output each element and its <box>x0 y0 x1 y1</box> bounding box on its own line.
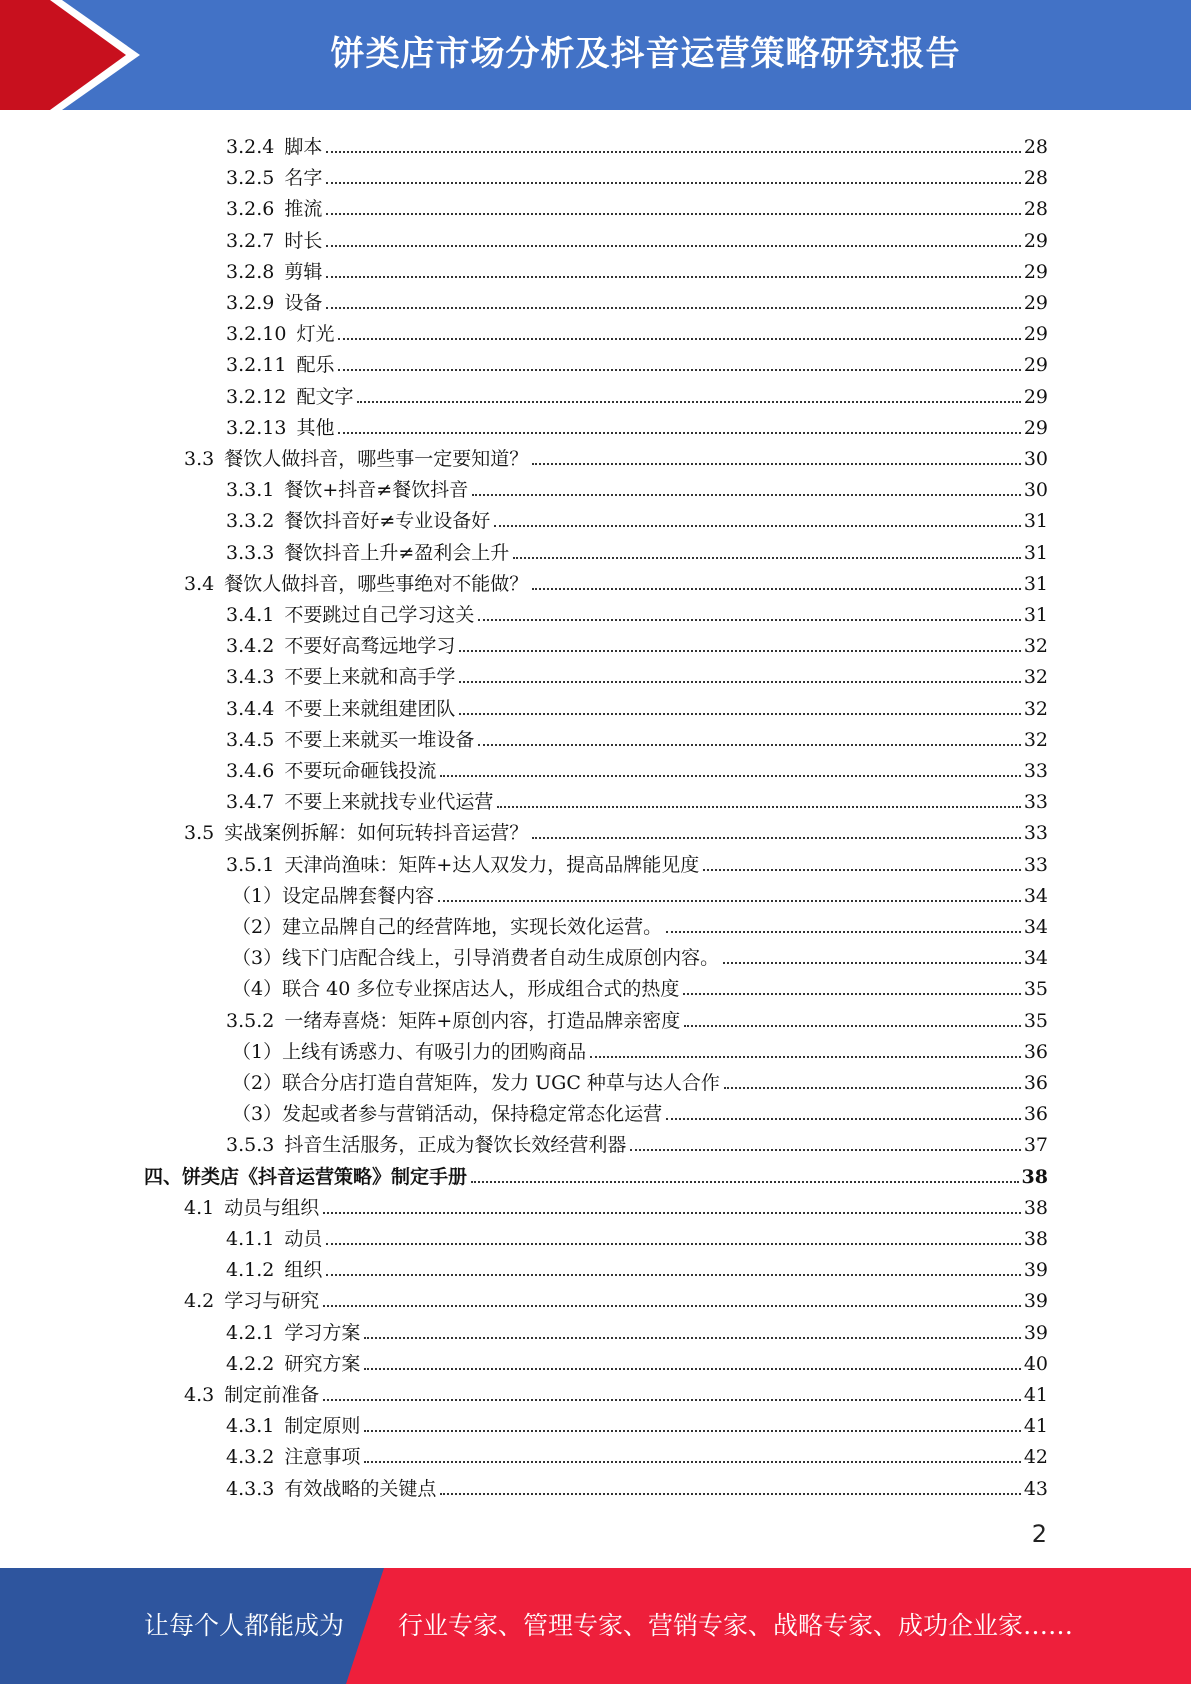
toc-entry[interactable] <box>226 345 1048 376</box>
toc-entry-number: 4.2.1 <box>226 1321 275 1344</box>
toc-entry-number: 3.4.3 <box>226 666 275 689</box>
toc-entry-number: 3.5.1 <box>226 853 275 876</box>
toc-entry[interactable] <box>232 1063 1048 1094</box>
toc-entry-title: 灯光 <box>296 323 335 346</box>
toc-entry-number: 3.4.7 <box>226 791 275 814</box>
toc-entry-title: 动员与组织 <box>224 1196 320 1219</box>
toc-entry-page: 34 <box>1023 884 1048 907</box>
toc-entry[interactable] <box>226 1406 1048 1437</box>
toc-entry-page: 29 <box>1023 323 1048 346</box>
footer-slogan-right: 行业专家、管理专家、营销专家、战略专家、成功企业家…… <box>398 1611 1074 1640</box>
toc-entry[interactable] <box>232 907 1048 938</box>
toc-dot-leader <box>471 1181 1019 1183</box>
toc-entry[interactable] <box>184 1188 1048 1219</box>
toc-entry-page: 38 <box>1023 1196 1048 1219</box>
toc-entry-number: 3.3 <box>184 448 215 470</box>
toc-entry-number: 3.2.6 <box>226 198 275 221</box>
toc-entry[interactable] <box>226 1344 1048 1375</box>
toc-entry[interactable] <box>226 252 1048 283</box>
toc-dot-leader <box>326 276 1020 278</box>
toc-entry-page: 39 <box>1023 1259 1048 1282</box>
toc-dot-leader <box>497 806 1020 808</box>
toc-entry-number: 3.5 <box>184 822 215 845</box>
toc-entry-title: （3）线下门店配合线上，引导消费者自动生成原创内容。 <box>232 947 720 970</box>
toc-entry-number: 3.4.6 <box>226 760 275 782</box>
toc-entry-page: 35 <box>1023 1009 1048 1032</box>
toc-entry-title: 学习与研究 <box>224 1290 320 1313</box>
toc-entry-number: 3.4.2 <box>226 635 275 658</box>
toc-entry-page: 32 <box>1023 697 1048 720</box>
toc-entry-page: 40 <box>1023 1352 1048 1375</box>
toc-dot-leader <box>326 182 1020 184</box>
toc-dot-leader <box>630 1149 1020 1151</box>
toc-entry[interactable] <box>226 720 1048 751</box>
toc-entry-title: 餐饮人做抖音，哪些事一定要知道？ <box>224 448 529 470</box>
toc-entry-title: 不要上来就找专业代运营 <box>284 791 494 814</box>
toc-entry-number: 4.2.2 <box>226 1352 275 1375</box>
toc-entry[interactable] <box>226 501 1048 532</box>
toc-entry-title: 实战案例拆解：如何玩转抖音运营？ <box>224 822 529 845</box>
toc-dot-leader <box>459 681 1020 683</box>
toc-entry-number: 3.5.2 <box>226 1009 275 1032</box>
header-title: 饼类店市场分析及抖音运营策略研究报告 <box>330 34 961 74</box>
toc-entry-title: 天津尚渔味：矩阵+达人双发力，提高品牌能见度 <box>284 853 700 876</box>
toc-dot-leader <box>472 494 1021 496</box>
toc-entry-title: 有效战略的关键点 <box>284 1477 437 1500</box>
toc-dot-leader <box>326 213 1020 215</box>
toc-entry[interactable] <box>226 408 1048 439</box>
toc-entry-page: 34 <box>1023 947 1048 970</box>
toc-entry[interactable] <box>226 1125 1048 1156</box>
toc-entry-title: 脚本 <box>284 136 323 158</box>
toc-entry-title: 其他 <box>296 416 335 439</box>
toc-dot-leader <box>478 744 1020 746</box>
toc-entry[interactable] <box>226 689 1048 720</box>
toc-dot-leader <box>459 650 1020 652</box>
toc-dot-leader <box>364 1337 1020 1339</box>
toc-entry-number: 4.1 <box>184 1196 215 1219</box>
toc-entry-title: 不要跳过自己学习这关 <box>284 604 475 626</box>
toc-entry[interactable] <box>226 1250 1048 1281</box>
toc-entry[interactable] <box>226 782 1048 813</box>
toc-dot-leader <box>338 432 1020 434</box>
toc-dot-leader <box>364 1368 1020 1370</box>
toc-entry-page: 32 <box>1023 635 1048 658</box>
toc-entry-page: 39 <box>1023 1290 1048 1313</box>
toc-entry-number: 3.4.1 <box>226 604 275 626</box>
toc-entry-page: 38 <box>1023 1228 1048 1250</box>
toc-entry-number: 4.3 <box>184 1384 215 1406</box>
toc-entry-number: 3.2.11 <box>226 354 287 377</box>
toc-entry-number: 3.3.3 <box>226 541 275 564</box>
header-chevron-icon <box>0 0 160 110</box>
toc-entry-title: 制定前准备 <box>224 1384 320 1406</box>
toc-dot-leader <box>684 1025 1021 1027</box>
toc-entry-title: 一绪寿喜烧：矩阵+原创内容，打造品牌亲密度 <box>284 1009 681 1032</box>
toc-entry-page: 31 <box>1023 572 1048 595</box>
toc-entry-title: 时长 <box>284 229 323 252</box>
toc-dot-leader <box>723 962 1021 964</box>
toc-entry-page: 43 <box>1023 1477 1048 1500</box>
toc-entry[interactable] <box>226 845 1048 876</box>
toc-dot-leader <box>364 1430 1020 1432</box>
toc-entry[interactable] <box>226 158 1048 189</box>
toc-dot-leader <box>326 151 1020 153</box>
toc-entry-page: 39 <box>1023 1321 1048 1344</box>
page-header <box>0 0 1191 110</box>
toc-entry-number: 4.3.1 <box>226 1415 275 1438</box>
toc-dot-leader <box>323 1399 1021 1401</box>
toc-entry-title: 配乐 <box>296 354 335 377</box>
toc-entry-title: 推流 <box>284 198 323 221</box>
toc-entry-number: 3.4.5 <box>226 728 275 751</box>
toc-entry[interactable] <box>226 1001 1048 1032</box>
toc-dot-leader <box>532 588 1021 590</box>
toc-entry-page: 34 <box>1023 916 1048 938</box>
toc-entry-number: 3.3.2 <box>226 510 275 533</box>
toc-entry-title: 剪辑 <box>284 260 323 283</box>
toc-entry-number: 3.3.1 <box>226 479 275 502</box>
toc-entry-page: 29 <box>1023 416 1048 439</box>
toc-dot-leader <box>683 993 1020 995</box>
toc-entry-page: 29 <box>1023 385 1048 408</box>
page-footer <box>0 1568 1191 1684</box>
toc-entry-page: 28 <box>1023 167 1048 190</box>
toc-dot-leader <box>532 837 1021 839</box>
toc-entry[interactable] <box>226 377 1048 408</box>
toc-entry-page: 33 <box>1023 822 1048 845</box>
toc-entry-title: 抖音生活服务，正成为餐饮长效经营利器 <box>284 1134 627 1157</box>
toc-entry-page: 36 <box>1023 1040 1048 1063</box>
toc-dot-leader <box>440 1493 1020 1495</box>
toc-entry-page: 35 <box>1023 978 1048 1001</box>
toc-entry-number: 3.2.7 <box>226 229 275 252</box>
toc-entry-page: 29 <box>1023 292 1048 314</box>
toc-entry-page: 36 <box>1023 1072 1048 1094</box>
toc-entry[interactable] <box>226 314 1048 345</box>
toc-entry[interactable] <box>226 189 1048 220</box>
toc-dot-leader <box>724 1087 1021 1089</box>
toc-entry-title: 配文字 <box>296 385 354 408</box>
toc-entry-title: 制定原则 <box>284 1415 361 1438</box>
toc-entry-page: 38 <box>1021 1165 1048 1188</box>
toc-dot-leader <box>440 775 1020 777</box>
toc-entry-title: 不要上来就组建团队 <box>284 697 456 720</box>
toc-entry-page: 30 <box>1023 448 1048 470</box>
toc-entry-number: 3.4.4 <box>226 697 275 720</box>
toc-entry[interactable] <box>226 533 1048 564</box>
toc-entry-title: 不要好高骛远地学习 <box>284 635 456 658</box>
toc-entry[interactable] <box>226 1313 1048 1344</box>
toc-entry-page: 32 <box>1023 666 1048 689</box>
toc-dot-leader <box>338 338 1020 340</box>
toc-entry-title: （4）联合 40 多位专业探店达人，形成组合式的热度 <box>232 978 680 1001</box>
toc-entry[interactable] <box>226 751 1048 782</box>
toc-entry-title: 注意事项 <box>284 1446 361 1469</box>
toc-entry[interactable] <box>226 283 1048 314</box>
toc-entry-page: 31 <box>1023 510 1048 533</box>
toc-entry-number: 3.2.5 <box>226 167 275 190</box>
toc-entry-page: 42 <box>1023 1446 1048 1469</box>
toc-dot-leader <box>478 619 1020 621</box>
toc-dot-leader <box>590 1056 1021 1058</box>
toc-entry-title: 不要玩命砸钱投流 <box>284 760 437 782</box>
toc-dot-leader <box>338 369 1020 371</box>
toc-dot-leader <box>323 1212 1021 1214</box>
toc-entry-number: 3.2.12 <box>226 385 287 408</box>
toc-entry[interactable] <box>226 1437 1048 1468</box>
toc-entry-page: 36 <box>1023 1103 1048 1126</box>
toc-dot-leader <box>703 869 1021 871</box>
toc-entry[interactable] <box>184 564 1048 595</box>
toc-dot-leader <box>326 1243 1020 1245</box>
page-number: 2 <box>1031 1520 1047 1548</box>
toc-entry-page: 33 <box>1023 760 1048 782</box>
toc-entry-page: 29 <box>1023 354 1048 377</box>
toc-dot-leader <box>326 307 1020 309</box>
toc-entry[interactable] <box>184 813 1048 844</box>
toc-entry-title: （2）建立品牌自己的经营阵地，实现长效化运营。 <box>232 916 663 938</box>
toc-entry[interactable] <box>226 595 1048 626</box>
toc-dot-leader <box>364 1461 1020 1463</box>
toc-entry-number: 3.2.4 <box>226 136 275 158</box>
toc-dot-leader <box>666 1118 1021 1120</box>
toc-entry-number: 3.2.13 <box>226 416 287 439</box>
toc-entry-page: 37 <box>1023 1134 1048 1157</box>
toc-entry-title: （1）上线有诱惑力、有吸引力的团购商品 <box>232 1040 587 1063</box>
toc-entry-page: 29 <box>1023 229 1048 252</box>
toc-entry-number: 4.1.1 <box>226 1228 275 1250</box>
toc-dot-leader <box>494 525 1021 527</box>
toc-entry-title: 学习方案 <box>284 1321 361 1344</box>
toc-entry-page: 32 <box>1023 728 1048 751</box>
toc-entry-number: 四、 <box>144 1165 183 1188</box>
toc-entry-title: 动员 <box>284 1228 323 1250</box>
toc-dot-leader <box>532 463 1021 465</box>
toc-entry-title: 不要上来就和高手学 <box>284 666 456 689</box>
toc-entry-number: 3.2.10 <box>226 323 287 346</box>
toc-entry-page: 41 <box>1023 1415 1048 1438</box>
toc-entry-title: 不要上来就买一堆设备 <box>284 728 475 751</box>
toc-dot-leader <box>326 1274 1020 1276</box>
footer-slogan-left: 让每个人都能成为 <box>144 1611 345 1640</box>
toc-entry[interactable] <box>232 1094 1048 1125</box>
toc-entry-title: 研究方案 <box>284 1352 361 1375</box>
toc-entry-page: 28 <box>1023 136 1048 158</box>
toc-entry[interactable] <box>226 626 1048 657</box>
toc-entry-page: 33 <box>1023 853 1048 876</box>
toc-entry[interactable] <box>144 1157 1048 1188</box>
toc-entry-title: 餐饮人做抖音，哪些事绝对不能做？ <box>224 572 529 595</box>
toc-entry-page: 41 <box>1023 1384 1048 1406</box>
toc-entry[interactable] <box>226 221 1048 252</box>
toc-entry[interactable] <box>184 1281 1048 1312</box>
toc-dot-leader <box>513 557 1021 559</box>
toc-dot-leader <box>323 1305 1021 1307</box>
toc-entry[interactable] <box>232 969 1048 1000</box>
toc-entry-number: 3.4 <box>184 572 215 595</box>
toc-entry-number: 3.2.8 <box>226 260 275 283</box>
toc-entry-page: 31 <box>1023 604 1048 626</box>
toc-entry-title: 设备 <box>284 292 323 314</box>
toc-entry[interactable] <box>226 1469 1048 1500</box>
toc-dot-leader <box>326 245 1020 247</box>
toc-dot-leader <box>357 401 1020 403</box>
toc-entry[interactable] <box>226 127 1048 158</box>
toc-entry-number: 4.3.3 <box>226 1477 275 1500</box>
toc-dot-leader <box>666 931 1021 933</box>
toc-entry[interactable] <box>226 657 1048 688</box>
toc-entry-number: 3.5.3 <box>226 1134 275 1157</box>
toc-entry-title: 饼类店《抖音运营策略》制定手册 <box>182 1165 468 1188</box>
toc-entry-page: 28 <box>1023 198 1048 221</box>
toc-entry[interactable] <box>226 470 1048 501</box>
toc-entry-title: 餐饮抖音好≠专业设备好 <box>284 510 491 533</box>
toc-entry-title: （3）发起或者参与营销活动，保持稳定常态化运营 <box>232 1103 663 1126</box>
toc-entry-title: 名字 <box>284 167 323 190</box>
toc-entry[interactable] <box>184 439 1048 470</box>
toc-entry-title: 餐饮抖音上升≠盈利会上升 <box>284 541 510 564</box>
toc-entry-number: 4.3.2 <box>226 1446 275 1469</box>
toc-entry[interactable] <box>232 876 1048 907</box>
toc-entry-page: 30 <box>1023 479 1048 502</box>
toc-entry-title: （1）设定品牌套餐内容 <box>232 884 435 907</box>
toc-entry[interactable] <box>226 1219 1048 1250</box>
toc-entry[interactable] <box>232 938 1048 969</box>
toc-entry-page: 31 <box>1023 541 1048 564</box>
toc-dot-leader <box>438 900 1021 902</box>
toc-entry-title: 餐饮+抖音≠餐饮抖音 <box>284 479 469 502</box>
toc-entry-page: 33 <box>1023 791 1048 814</box>
toc-entry-page: 29 <box>1023 260 1048 283</box>
toc-entry-number: 4.2 <box>184 1290 215 1313</box>
toc-entry-title: 组织 <box>284 1259 323 1282</box>
toc-entry[interactable] <box>232 1032 1048 1063</box>
toc-entry-number: 4.1.2 <box>226 1259 275 1282</box>
toc-entry-number: 3.2.9 <box>226 292 275 314</box>
toc-entry-title: （2）联合分店打造自营矩阵，发力 UGC 种草与达人合作 <box>232 1072 720 1094</box>
toc-entry[interactable] <box>184 1375 1048 1406</box>
toc-dot-leader <box>459 713 1020 715</box>
